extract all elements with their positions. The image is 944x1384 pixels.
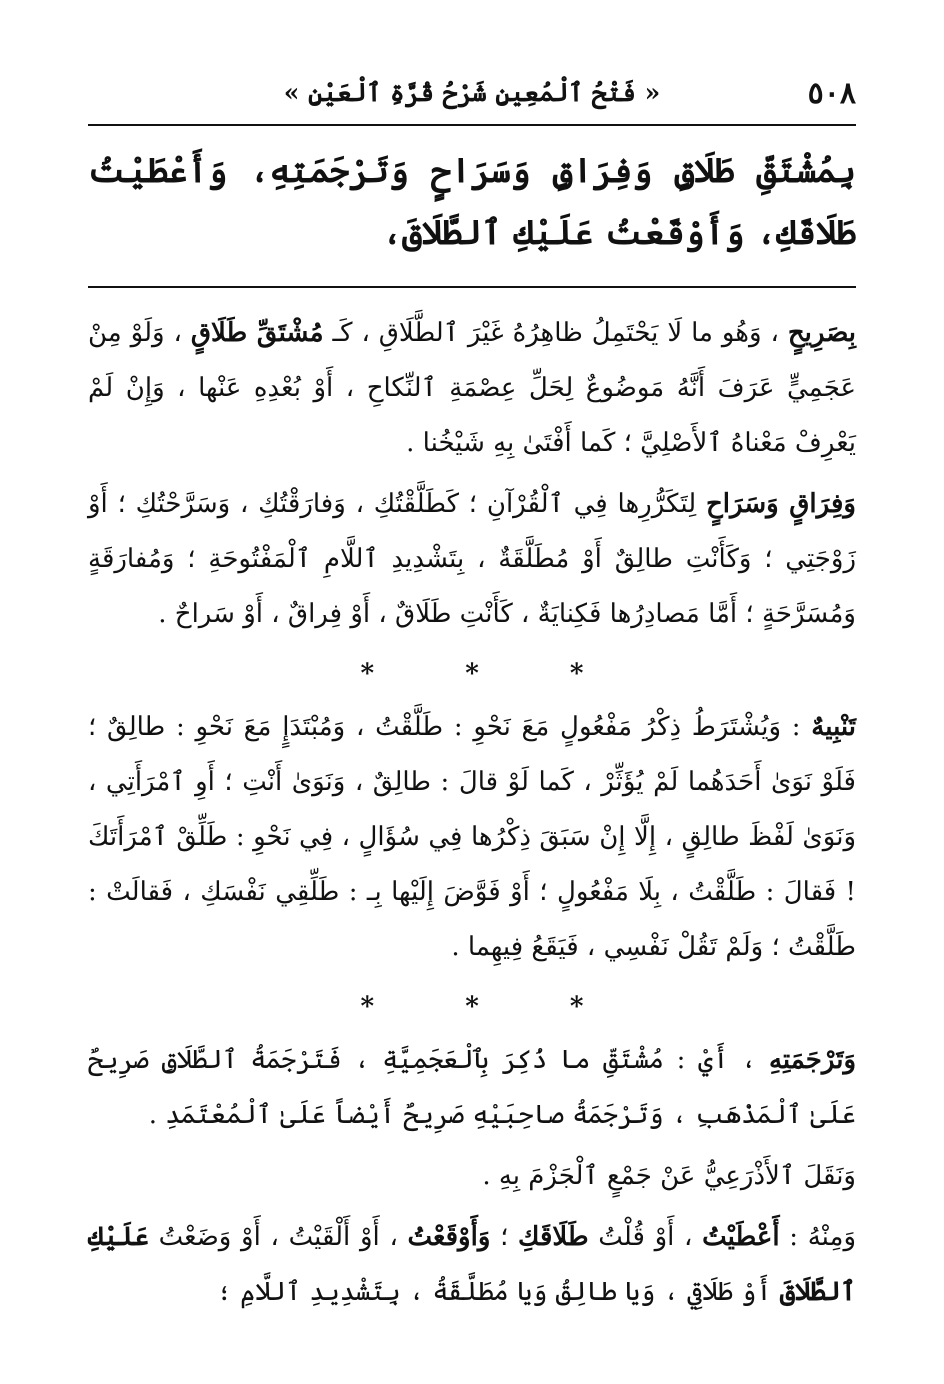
note-heading: تَنْبِيهٌ (811, 712, 856, 742)
quoted-matn: وَأَوْقَعْتُ (407, 1222, 491, 1252)
paragraph-text: ؛ (490, 1222, 519, 1252)
paragraph-text: ، وَلَوْ مِنْ عَجَمِيٍّ عَرَفَ أَنَّهُ مَوضُوعٌ لِحَلِّ عِصْمَةِ ٱلنِّكاحِ ، أَوْ بُعْدِهِ عَنْها ، وَإِنْ لَمْ يَعْرِفْ مَعْناهُ ٱلأَصْلِيَّ ؛ كَما أَفْتَىٰ بِهِ شَيْخُنا . (88, 318, 856, 458)
paragraph: وَنَقَلَ ٱلأَذْرَعِيُّ عَنْ جَمْعٍ ٱلْجَزْمَ بِهِ . (482, 1161, 856, 1191)
paragraph-text: وَمِنْهُ : (779, 1222, 857, 1252)
paragraph (88, 477, 856, 642)
paragraph-text: ، وَهُو ما لَا يَحْتَمِلُ ظاهِرُهُ غَيْرَ ٱلطَّلَاقِ ، كَـ (323, 318, 788, 348)
paragraph (88, 306, 856, 471)
section-divider-stars: * * * (360, 992, 584, 1022)
paragraph-text: : وَيُشْتَرَطُ ذِكْرُ مَفْعُولٍ مَعَ نَحْوِ : طَلَّقْتُ ، وَمُبْتَدَإٍ مَعَ نَحْوِ : طالِقٌ ؛ فَلَوْ نَوَىٰ أَحَدَهُما لَمْ يُؤَثِّرْ ، كَما لَوْ قالَ : طالِقٌ ، وَنَوَىٰ أَنْتِ ؛ أَوِ ٱمْرَأَتِي ، وَنَوَىٰ لَفْظَ طالِقٍ ، إِلَّا إِنْ سَبَقَ ذِكْرُها فِي سُؤَالٍ ، فِي نَحْوِ : طَلِّقْ ٱمْرَأَتَكَ ! فَقالَ : طَلَّقْتُ ، بِلَا مَفْعُولٍ ؛ أَوْ فَوَّضَ إِلَيْها بِـ : طَلِّقِي نَفْسَكِ ، فَقالَتْ : طَلَّقْتُ ؛ وَلَمْ تَقُلْ نَفْسِي ، فَيَقَعُ فِيهِما . (88, 712, 856, 962)
quoted-matn: وَفِرَاقٍ وَسَرَاحٍ (705, 489, 856, 519)
paragraph-text: لِتَكَرُّرِها فِي ٱلْقُرْآنِ ؛ كَطَلَّقْتُكِ ، وَفارَقْتُكِ ، وَسَرَّحْتُكِ ؛ أَوْ زَوْجَتِي ؛ وَكَأَنْتِ طالِقٌ أَوْ مُطَلَّقَةٌ ، بِتَشْدِيدِ ٱللَّامِ ٱلْمَفْتُوحَةِ ؛ وَمُفارَقَةٍ وَمُسَرَّحَةٍ ؛ أَمَّا مَصادِرُها فَكِنايَةٌ ، كَأَنْتِ طَلَاقٌ ، أَوْ فِراقٌ ، أَوْ سَراحٌ . (88, 489, 856, 629)
page-number: ٥٠٨ (807, 76, 856, 111)
quoted-matn: بِصَرِيحٍ (787, 318, 856, 348)
quoted-matn: عَلَيْكِ ٱلطَّلَاقَ (88, 1222, 856, 1307)
paragraph (88, 1210, 856, 1320)
paragraph-text: ، أَيْ : مُشْتَقِّ ما ذُكِرَ بِٱلْعَجَمِيَّةِ ، فَتَرْجَمَةُ ٱلطَّلَاقِ صَرِيحٌ عَلَىٰ ٱلْمَذْهَبِ ، وَتَرْجَمَةُ صاحِبَيْهِ صَرِيحٌ أَيْضاً عَلَىٰ ٱلْمُعْتَمَدِ . (88, 1045, 856, 1130)
commentary-body (88, 306, 856, 1326)
quoted-matn: أَعْطَيْتُ (702, 1222, 780, 1252)
paragraph (88, 700, 856, 975)
section-divider-stars: * * * (360, 659, 584, 689)
paragraph-text: ، أَوْ قُلْتُ (588, 1222, 703, 1252)
matn-text: بِمُشْتَقِّ طَلَاقٍ وَفِرَاقٍ وَسَرَاحٍ وَتَرْجَمَتِهِ، وَأَعْطَيْتُ طَلَاقَكِ، وَأَوْقَعْتُ عَلَيْكِ ٱلطَّلَاقَ، (88, 151, 856, 253)
paragraph-text: أَوْ طَلَاقِي ، وَيا طالِقُ وَيا مُطَلَّقَةُ ، بِتَشْدِيدِ ٱللَّامِ ؛ (216, 1277, 780, 1307)
quoted-matn: وَتَرْجَمَتِهِ (768, 1045, 856, 1075)
header-rule (88, 124, 856, 126)
page-header (88, 70, 856, 118)
quoted-matn: مُشْتَقِّ طَلَاقٍ (190, 318, 324, 348)
paragraph (88, 1033, 856, 1143)
paragraph-text: ، أَوْ أَلْقَيْتُ ، أَوْ وَضَعْتُ (148, 1222, 408, 1252)
matn-separator-rule (88, 286, 856, 288)
running-title: « فَتْحُ ٱلْمُعِينِ شَرْحُ قُرَّةِ ٱلْعَيْنِ » (283, 78, 661, 107)
quoted-matn: طَلَاقَكِ (518, 1222, 589, 1252)
